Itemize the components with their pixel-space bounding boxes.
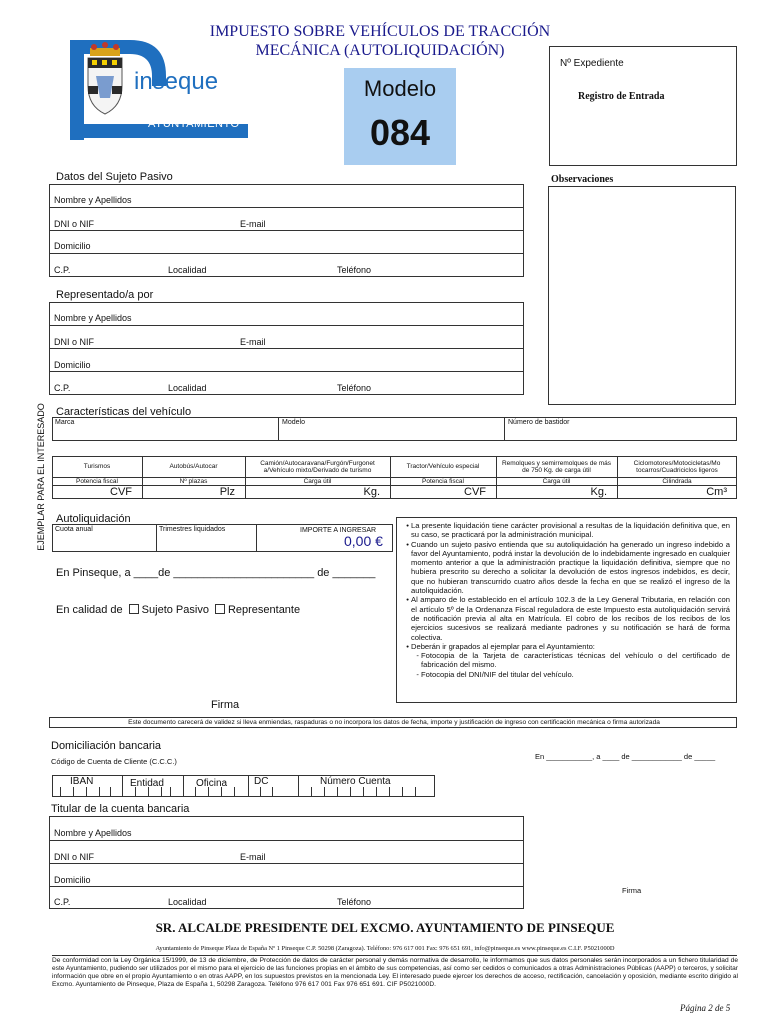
titular-title: Titular de la cuenta bancaria: [51, 803, 190, 815]
legal-text: De conformidad con la Ley Orgánica 15/1999, de 13 de diciembre, de Protección de datos de carácter personal y demás normativa de desarrollo, le informamos que sus datos personales serán incorporados a un fichero titularidad de este Ayuntamiento, pudiendo ser utilizados por el mismo para el ejercicio de las funciones propias en el ámbito de sus competencias, así como ser cedidos o comunicados a otras Administraciones Públicas (AAPP) o terceros, y solicitar información que obre en el propio Ayuntamiento o en otras AAPP, en los supuestos previstos en la mencionada Ley. El interesado puede ejercer los derechos de acceso, rectificación, cancelación y oposición, mediante escrito dirigido al Excmo. Ayuntamiento de Pinseque, Plaza de España 1, 50298 Zaragoza. Teléfono 976 617 001 Fax 976 651 691. CIF P5021000D.: [52, 957, 738, 989]
vehicle-type-label: Tractor/Vehículo especial: [406, 463, 480, 471]
digit-tick: [363, 787, 364, 797]
sp-localidad-field[interactable]: Localidad: [168, 265, 207, 275]
tit-domicilio-field[interactable]: Domicilio: [54, 875, 91, 885]
vehicle-measure-label: Carga útil: [542, 478, 571, 485]
ccc-label: Código de Cuenta de Cliente (C.C.C.): [51, 757, 177, 766]
sp-dni-field[interactable]: DNI o NIF: [54, 219, 95, 229]
addressee: SR. ALCALDE PRESIDENTE DEL EXCMO. AYUNTAMIENTO DE PINSEQUE: [155, 920, 615, 935]
vehicle-measure-label: Carga útil: [303, 478, 332, 485]
digit-tick: [376, 787, 377, 797]
calidad-line: [56, 604, 300, 616]
contact-line: Ayuntamiento de Pinseque Plaza de España Nº 1 Pinseque C.P. 50298 (Zaragoza). Teléfono: 976 617 001 Fax: 976 651 691, info@pinseque.es www.pinseque.es C.I.F. P5021000D: [155, 945, 615, 952]
sujeto-pasivo-option: Sujeto Pasivo: [141, 604, 209, 616]
vehicle-value-field[interactable]: Kg.: [363, 486, 380, 498]
digit-tick: [260, 787, 261, 797]
info-bullet: • Deberán ir grapados al ejemplar para el Ayuntamiento:: [411, 642, 730, 651]
pinseque-logo: [66, 36, 248, 148]
tit-cp-field[interactable]: C.P.: [54, 897, 71, 907]
rep-telefono-field[interactable]: Teléfono: [337, 383, 372, 393]
digit-tick: [170, 787, 171, 797]
info-bullet: • Cuando un sujeto pasivo entienda que su autoliquidación ha generado un ingreso indebido a favor del Ayuntamiento, podrá instar la devolución de lo indebidamente ingresado en cualquier momento anterior a que la administración practique la liquidación definitiva, siempre que no hubiera prescrito su derecho a solicitar la devolución de estos ingresos indebidos, es decir, que no hubieran transcurrido cuatro años desde la fecha en que se realizó el ingreso de la autoliquidación.: [411, 540, 730, 596]
digit-tick: [350, 787, 351, 797]
representado-title: Representado/a por: [56, 289, 154, 301]
logo-text: inseque: [134, 68, 219, 95]
digit-tick: [73, 787, 74, 797]
observaciones-box[interactable]: [548, 186, 736, 405]
cuota-field[interactable]: Cuota anual: [55, 526, 93, 533]
vehicle-measure-label: Potencia fiscal: [76, 478, 118, 485]
rep-cp-field[interactable]: C.P.: [54, 383, 71, 393]
digit-tick: [337, 787, 338, 797]
digit-tick: [86, 787, 87, 797]
sp-nombre-field[interactable]: Nombre y Apellidos: [54, 195, 132, 205]
numero-cuenta-label: Número Cuenta: [320, 776, 391, 787]
iban-label: IBAN: [70, 776, 94, 787]
autoliquidacion-title: Autoliquidación: [56, 513, 131, 525]
modelo-box: [344, 68, 456, 165]
vehicle-measure-label: Nº plazas: [179, 478, 208, 485]
bastidor-field[interactable]: Número de bastidor: [508, 419, 570, 426]
vehiculo-title: Características del vehículo: [56, 406, 192, 418]
rep-email-field[interactable]: E-mail: [240, 337, 266, 347]
importe-value[interactable]: 0,00 €: [344, 533, 383, 549]
rep-dni-field[interactable]: DNI o NIF: [54, 337, 95, 347]
validity-note-text: Este documento carecerá de validez si lleva enmiendas, raspaduras o no incorpora los datos de fecha, importe y justificación de ingreso con certificación mecánica o firma autorizada: [128, 719, 660, 726]
tit-nombre-field[interactable]: Nombre y Apellidos: [54, 828, 132, 838]
observaciones-label: Observaciones: [551, 174, 614, 185]
registro-label: Registro de Entrada: [578, 91, 665, 102]
vehicle-value-field[interactable]: CVF: [464, 486, 486, 498]
page-number: Página 2 de 5: [680, 1003, 731, 1013]
digit-tick: [389, 787, 390, 797]
oficina-label: Oficina: [196, 778, 228, 789]
vehiculo-id-box: [52, 417, 737, 441]
representante-option: Representante: [227, 604, 301, 616]
vehicle-value-field[interactable]: Plz: [219, 486, 235, 498]
tit-email-field[interactable]: E-mail: [240, 852, 266, 862]
side-label: EJEMPLAR PARA EL INTERESADO: [36, 403, 46, 551]
rep-domicilio-field[interactable]: Domicilio: [54, 360, 91, 370]
sp-email-field[interactable]: E-mail: [240, 219, 266, 229]
rep-nombre-field[interactable]: Nombre y Apellidos: [54, 313, 132, 323]
registro-box: [549, 46, 737, 166]
form-title-line2: MECÁNICA (AUTOLIQUIDACIÓN): [255, 42, 505, 59]
digit-tick: [415, 787, 416, 797]
info-bullet: • La presente liquidación tiene carácter provisional a resultas de la liquidación definitiva que, en su caso, se practicará por la administración municipal.: [411, 521, 730, 540]
dc-label: DC: [254, 776, 269, 787]
form-title-line1: IMPUESTO SOBRE VEHÍCULOS DE TRACCIÓN: [209, 23, 551, 40]
trimestres-field[interactable]: Trimestres liquidados: [159, 526, 226, 533]
digit-tick: [311, 787, 312, 797]
digit-tick: [110, 787, 111, 797]
importe-label: IMPORTE A INGRESAR: [300, 527, 377, 534]
logo-subtext: AYUNTAMIENTO: [148, 118, 240, 130]
tit-localidad-field[interactable]: Localidad: [168, 897, 207, 907]
info-subitem: - Fotocopia de la Tarjeta de características técnicas del vehículo o del certificado de fabricación del mismo.: [421, 651, 730, 670]
digit-tick: [60, 787, 61, 797]
vehicle-value-field[interactable]: Cm³: [706, 486, 727, 498]
modelo-number: 084: [369, 112, 431, 153]
validity-note: [49, 717, 737, 728]
vehicle-type-label: Camión/Autocaravana/Furgón/Furgonet a/Vehículo mixto/Derivado de turismo: [260, 459, 375, 474]
digit-tick: [324, 787, 325, 797]
vehicle-type-label: Ciclomotores/Motocicletas/Mo tocarros/Cuadriciclos ligeros: [633, 459, 721, 474]
digit-tick: [402, 787, 403, 797]
domiciliacion-firma: Firma: [622, 886, 642, 895]
vehicle-type-label: Remolques y semirremolques de más de 750 Kg. de carga útil: [501, 459, 612, 474]
vehicle-measure-label: Potencia fiscal: [422, 478, 464, 485]
vehicle-type-label: Turismos: [83, 463, 111, 471]
firma-label: Firma: [211, 699, 240, 711]
domiciliacion-fecha[interactable]: En ___________, a ____ de ____________ de _____: [535, 752, 716, 761]
sujeto-pasivo-title: Datos del Sujeto Pasivo: [56, 171, 173, 183]
entidad-label: Entidad: [130, 778, 164, 789]
tit-dni-field[interactable]: DNI o NIF: [54, 852, 95, 862]
digit-tick: [234, 787, 235, 797]
sp-cp-field[interactable]: C.P.: [54, 265, 71, 275]
modelo-label: Modelo: [363, 76, 437, 101]
modelo-field[interactable]: Modelo: [282, 419, 305, 426]
marca-field[interactable]: Marca: [55, 419, 75, 426]
vehicle-value-field[interactable]: CVF: [110, 486, 132, 498]
sp-telefono-field[interactable]: Teléfono: [337, 265, 372, 275]
info-box: [396, 517, 737, 703]
info-subitem: - Fotocopia del DNI/NIF del titular del vehículo.: [421, 670, 730, 679]
sujeto-pasivo-checkbox[interactable]: [129, 604, 139, 614]
info-bullet: • Al amparo de lo establecido en el artículo 102.3 de la Ley General Tributaria, en relación con el artículo 5º de la Ordenanza Fiscal reguladora de este Impuesto esta autoliquidación servirá de notificación previa al alta en Matrícula. El cobro de los recibos de los recibos de los ejercicios sucesivos se realizará mediante padrones y su notificación se hará de forma colectiva.: [411, 595, 730, 641]
digit-tick: [272, 787, 273, 797]
domiciliacion-title: Domiciliación bancaria: [51, 740, 162, 752]
vehicle-type-label: Autobús/Autocar: [169, 463, 218, 471]
tit-telefono-field[interactable]: Teléfono: [337, 897, 372, 907]
vehicle-measure-label: Cilindrada: [662, 478, 692, 485]
expediente-label: Nº Expediente: [560, 58, 624, 69]
calidad-prefix: En calidad de: [56, 604, 123, 616]
rep-localidad-field[interactable]: Localidad: [168, 383, 207, 393]
vehicle-value-field[interactable]: Kg.: [590, 486, 607, 498]
fecha-line[interactable]: En Pinseque, a ____de _______________________ de _______: [56, 567, 376, 579]
sp-domicilio-field[interactable]: Domicilio: [54, 241, 91, 251]
representante-checkbox[interactable]: [215, 604, 225, 614]
digit-tick: [99, 787, 100, 797]
